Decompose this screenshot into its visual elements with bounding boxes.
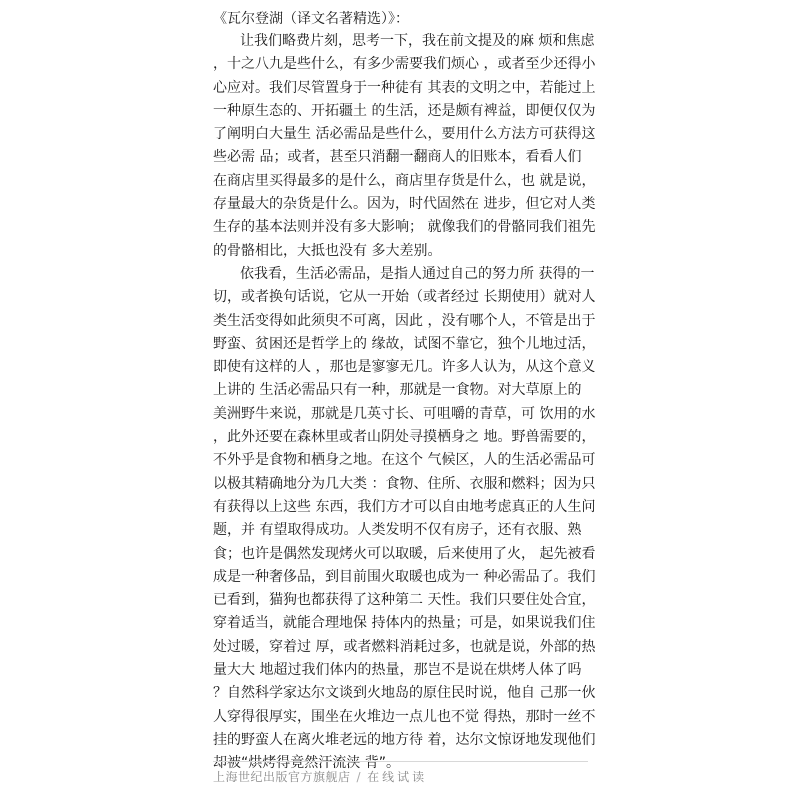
text-line: 野蛮、贫困还是哲学上的 缘故，试图不靠它，独个儿地过活，: [213, 335, 596, 352]
book-title: 《瓦尔登湖（译文名著精选）》：: [213, 11, 409, 27]
text-line: 了阐明白大量生 活必需品是些什么，要用什么方法方可获得这: [213, 126, 596, 143]
paragraph: [213, 30, 603, 263]
footer-separator: /: [356, 770, 362, 784]
text-line: 量大大 地超过我们体内的热量，那岂不是说在烘烤人体了吗: [213, 662, 582, 679]
text-line: 已看到，猫狗也都获得了这种第二 天性。我们只要住处合宜，: [213, 592, 596, 609]
text-line: ，十之八九是些什么，有多少需要我们烦心 ，或者至少还得小: [213, 56, 596, 73]
text-line: 存量最大的杂货是什么。因为，时代固然在 进步，但它对人类: [213, 196, 596, 213]
text-line: 类生活变得如此须臾不可离，因此 ，没有哪个人，不管是出于: [213, 312, 596, 329]
text-line: 在商店里买得最多的是什么，商店里存货是什么，也 就是说，: [213, 172, 596, 189]
text-line: 让我们略费片刻，思考一下，我在前文提及的麻 烦和焦虑: [240, 33, 595, 49]
text-line: 穿着适当，就能合理地保 持体内的热量；可是，如果说我们住: [213, 615, 596, 632]
text-line: 有获得以上这些 东西，我们方才可以自由地考虑真正的人生问: [213, 498, 596, 515]
document-page: [213, 8, 603, 776]
online-trial-link[interactable]: 在线试读: [367, 770, 428, 784]
text-line: 上讲的 生活必需品只有一种，那就是一食物。对大草原上的: [213, 382, 582, 399]
footer: [213, 768, 427, 785]
store-name[interactable]: 上海世纪出版官方旗舰店: [213, 770, 351, 784]
text-line: ，此外还要在森林里或者山阴处寻摸栖身之 地。野兽需要的，: [213, 429, 596, 446]
text-line: 一种原生态的、开拓疆土 的生活，还是颇有裨益，即便仅仅为: [213, 102, 596, 119]
text-line: 以极其精确地分为几大类 ：食物、住所、衣服和燃料；因为只: [213, 475, 596, 492]
text-line: 题，并 有望取得成功。人类发明不仅有房子，还有衣服、熟: [213, 522, 582, 539]
text-line: 食；也许是偶然发现烤火可以取暖，后来使用了火， 起先被看: [213, 545, 596, 562]
text-line: 美洲野牛来说，那就是几英寸长、可咀嚼的青草，可 饮用的水: [213, 405, 596, 422]
footer-divider: [213, 761, 588, 762]
text-line: ？自然科学家达尔文谈到火地岛的原住民时说，他自 己那一伙: [213, 685, 596, 702]
text-line: 人穿得很厚实，围坐在火堆边一点儿也不觉 得热，那时一丝不: [213, 708, 596, 725]
paragraph: [213, 263, 603, 776]
text-line: 生存的基本法则并没有多大影响； 就像我们的骨骼同我们祖先: [213, 219, 596, 236]
text-line: 成是一种奢侈品，到目前围火取暖也成为一 种必需品了。我们: [213, 568, 596, 585]
text-line: 些必需 品；或者，甚至只消翻一翻商人的旧账本，看看人们: [213, 149, 582, 166]
text-line: 切，或者换句话说，它从一开始（或者经过 长期使用）就对人: [213, 289, 596, 306]
text-line: 的骨骼相比，大抵也没有 多大差别。: [213, 242, 442, 259]
text-line: 却被“烘烤得竟然汗流浃 背”。: [213, 755, 400, 772]
document-body: [213, 30, 603, 776]
text-line: 挂的野蛮人在离火堆老远的地方待 着，达尔文惊讶地发现他们: [213, 731, 596, 748]
text-line: 心应对。我们尽管置身于一种徒有 其表的文明之中，若能过上: [213, 79, 596, 96]
text-line: 处过暖，穿着过 厚，或者燃料消耗过多，也就是说，外部的热: [213, 638, 596, 655]
text-line: 即使有这样的人 ，那也是寥寥无几。许多人认为，从这个意义: [213, 359, 596, 376]
text-line: 不外乎是食物和栖身之地。在这个 气候区，人的生活必需品可: [213, 452, 596, 469]
text-line: 依我看，生活必需品，是指人通过自己的努力所 获得的一: [240, 265, 595, 282]
